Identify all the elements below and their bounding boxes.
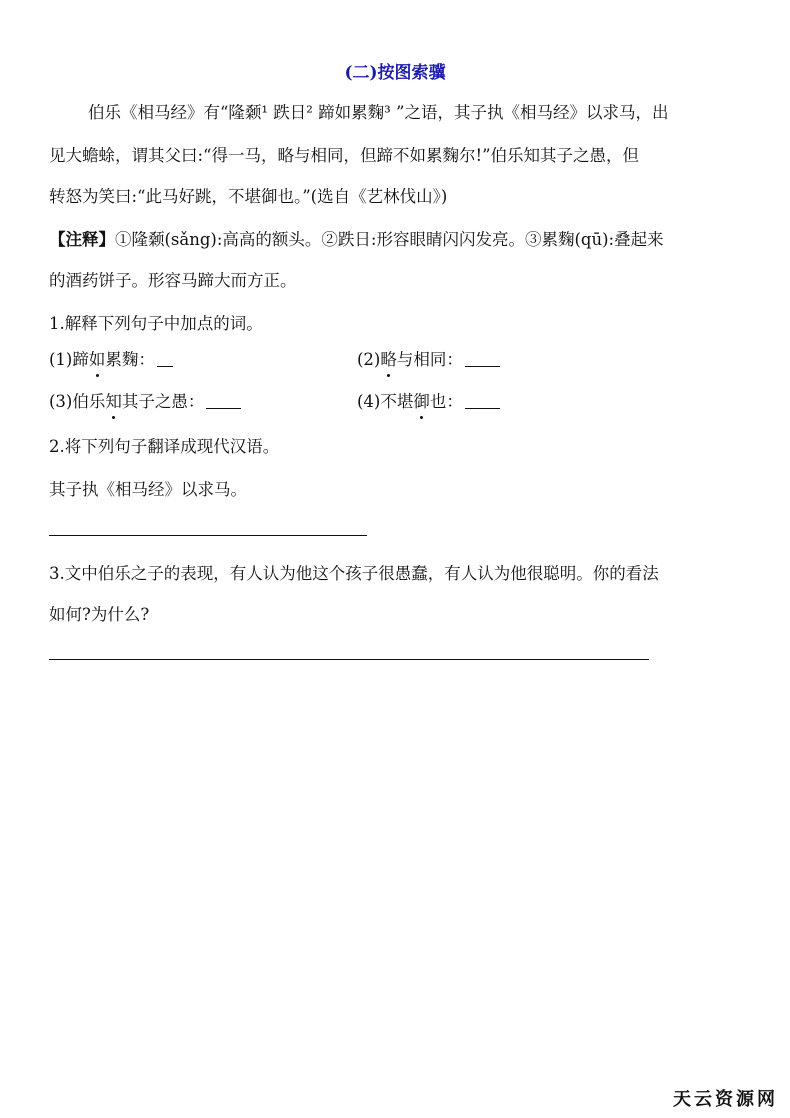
section-title: (二)按图索骥 [344,63,446,83]
q3-answer-line[interactable] [49,659,649,660]
q1-item-2 [357,346,500,370]
notes-line-1 [49,226,664,250]
q1-item-2-post: 与相同： [396,350,463,369]
q1-item-4-pre: (4)不堪 [357,392,414,411]
q1-item-1 [49,346,173,370]
q3-line-1: 3.文中伯乐之子的表现，有人认为他这个孩子很愚蠢，有人认为他很聪明。你的看法 [49,564,659,583]
q1-item-3-pre: (3)伯乐 [49,392,106,411]
passage-line-3: 转怒为笑曰:“此马好跳，不堪御也。”(选自《艺林伐山》) [49,187,448,206]
q2-prompt: 2.将下列句子翻译成现代汉语。 [49,437,280,456]
q1-item-3-dotted-word: 知 [105,388,122,412]
q1-item-2-dotted-word: 略 [380,346,397,370]
q1-item-3-blank[interactable] [206,392,241,410]
q1-item-3-post: 其子之愚： [121,392,205,411]
q1-item-2-blank[interactable] [465,350,500,368]
q1-item-4-dotted-word: 御 [413,388,430,412]
q1-item-3 [49,388,241,412]
q1-item-4-blank[interactable] [465,392,500,410]
q1-item-1-post: 累麴： [105,350,155,369]
q3-line-2: 如何?为什么? [49,605,150,624]
notes-text-1: ①隆颡(sǎng):高高的额头。②跌日:形容眼睛闪闪发亮。③累麴(qū):叠起来 [115,230,664,249]
q1-item-1-dotted-word: 如 [89,346,106,370]
q1-item-1-blank[interactable] [157,350,173,368]
q1-item-4-post: 也： [429,392,463,411]
notes-line-2: 的酒药饼子。形容马蹄大而方正。 [49,271,297,290]
site-logo: 天云资源网 [673,1089,778,1110]
q2-answer-line[interactable] [49,535,367,536]
notes-label: 【注释】 [49,230,115,249]
q2-sentence: 其子执《相马经》以求马。 [49,480,247,499]
q1-item-1-pre: (1)蹄 [49,350,89,369]
q1-item-4 [357,388,500,412]
passage-line-1: 伯乐《相马经》有“隆颡¹ 跌日² 蹄如累麴³ ”之语，其子执《相马经》以求马，出 [88,103,669,122]
passage-line-2: 见大蟾蜍，谓其父曰:“得一马，略与相同，但蹄不如累麴尔!”伯乐知其子之愚，但 [49,146,640,165]
q1-item-2-pre: (2) [357,350,381,369]
q1-prompt: 1.解释下列句子中加点的词。 [49,314,263,333]
